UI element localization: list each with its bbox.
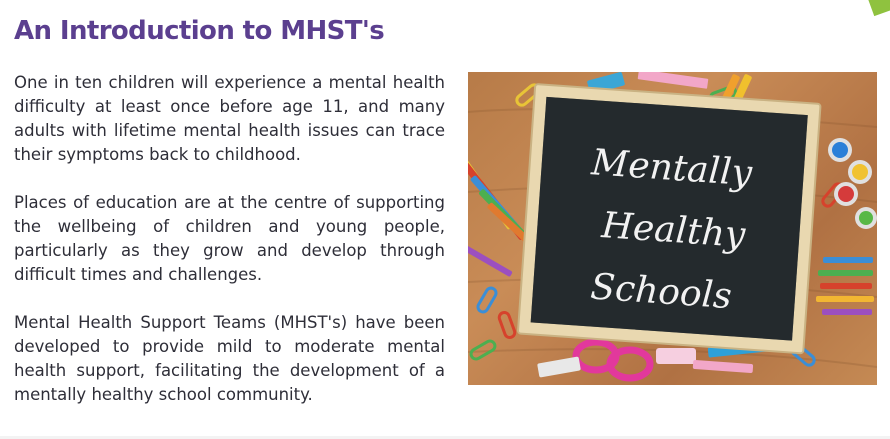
- sharpener-icon: [656, 348, 696, 364]
- pencils-right-icon: [816, 257, 874, 315]
- page-title: An Introduction to MHST's: [14, 16, 385, 46]
- paragraph-3: Mental Health Support Teams (MHST's) have been developed to provide mild to moderate mental health support, facilitating the development of a mentally healthy school community.: [14, 313, 445, 404]
- scissors-icon: [576, 342, 650, 378]
- corner-accent: [867, 0, 890, 16]
- chalkboard-image: [468, 72, 877, 385]
- paragraph-2: Places of education are at the centre of supporting the wellbeing of children and young people, particularly as they grow and develop through difficult times and challenges.: [14, 193, 445, 284]
- paragraph-1: One in ten children will experience a mental health difficulty at least once before age 11, and many adults with lifetime mental health issues can trace their symptoms back to childhood.: [14, 73, 445, 164]
- highlighter-icon: [693, 360, 753, 373]
- chalkboard-illustration: [468, 72, 877, 385]
- chalk-line-1: Mentally: [590, 142, 754, 195]
- chalk-line-3: Schools: [589, 266, 734, 318]
- eraser-bottom-icon: [537, 356, 581, 377]
- ruler-icon: [638, 72, 709, 89]
- chalkboard: [518, 84, 821, 353]
- intro-text: [14, 71, 445, 431]
- chalk-line-2: Healthy: [600, 205, 747, 257]
